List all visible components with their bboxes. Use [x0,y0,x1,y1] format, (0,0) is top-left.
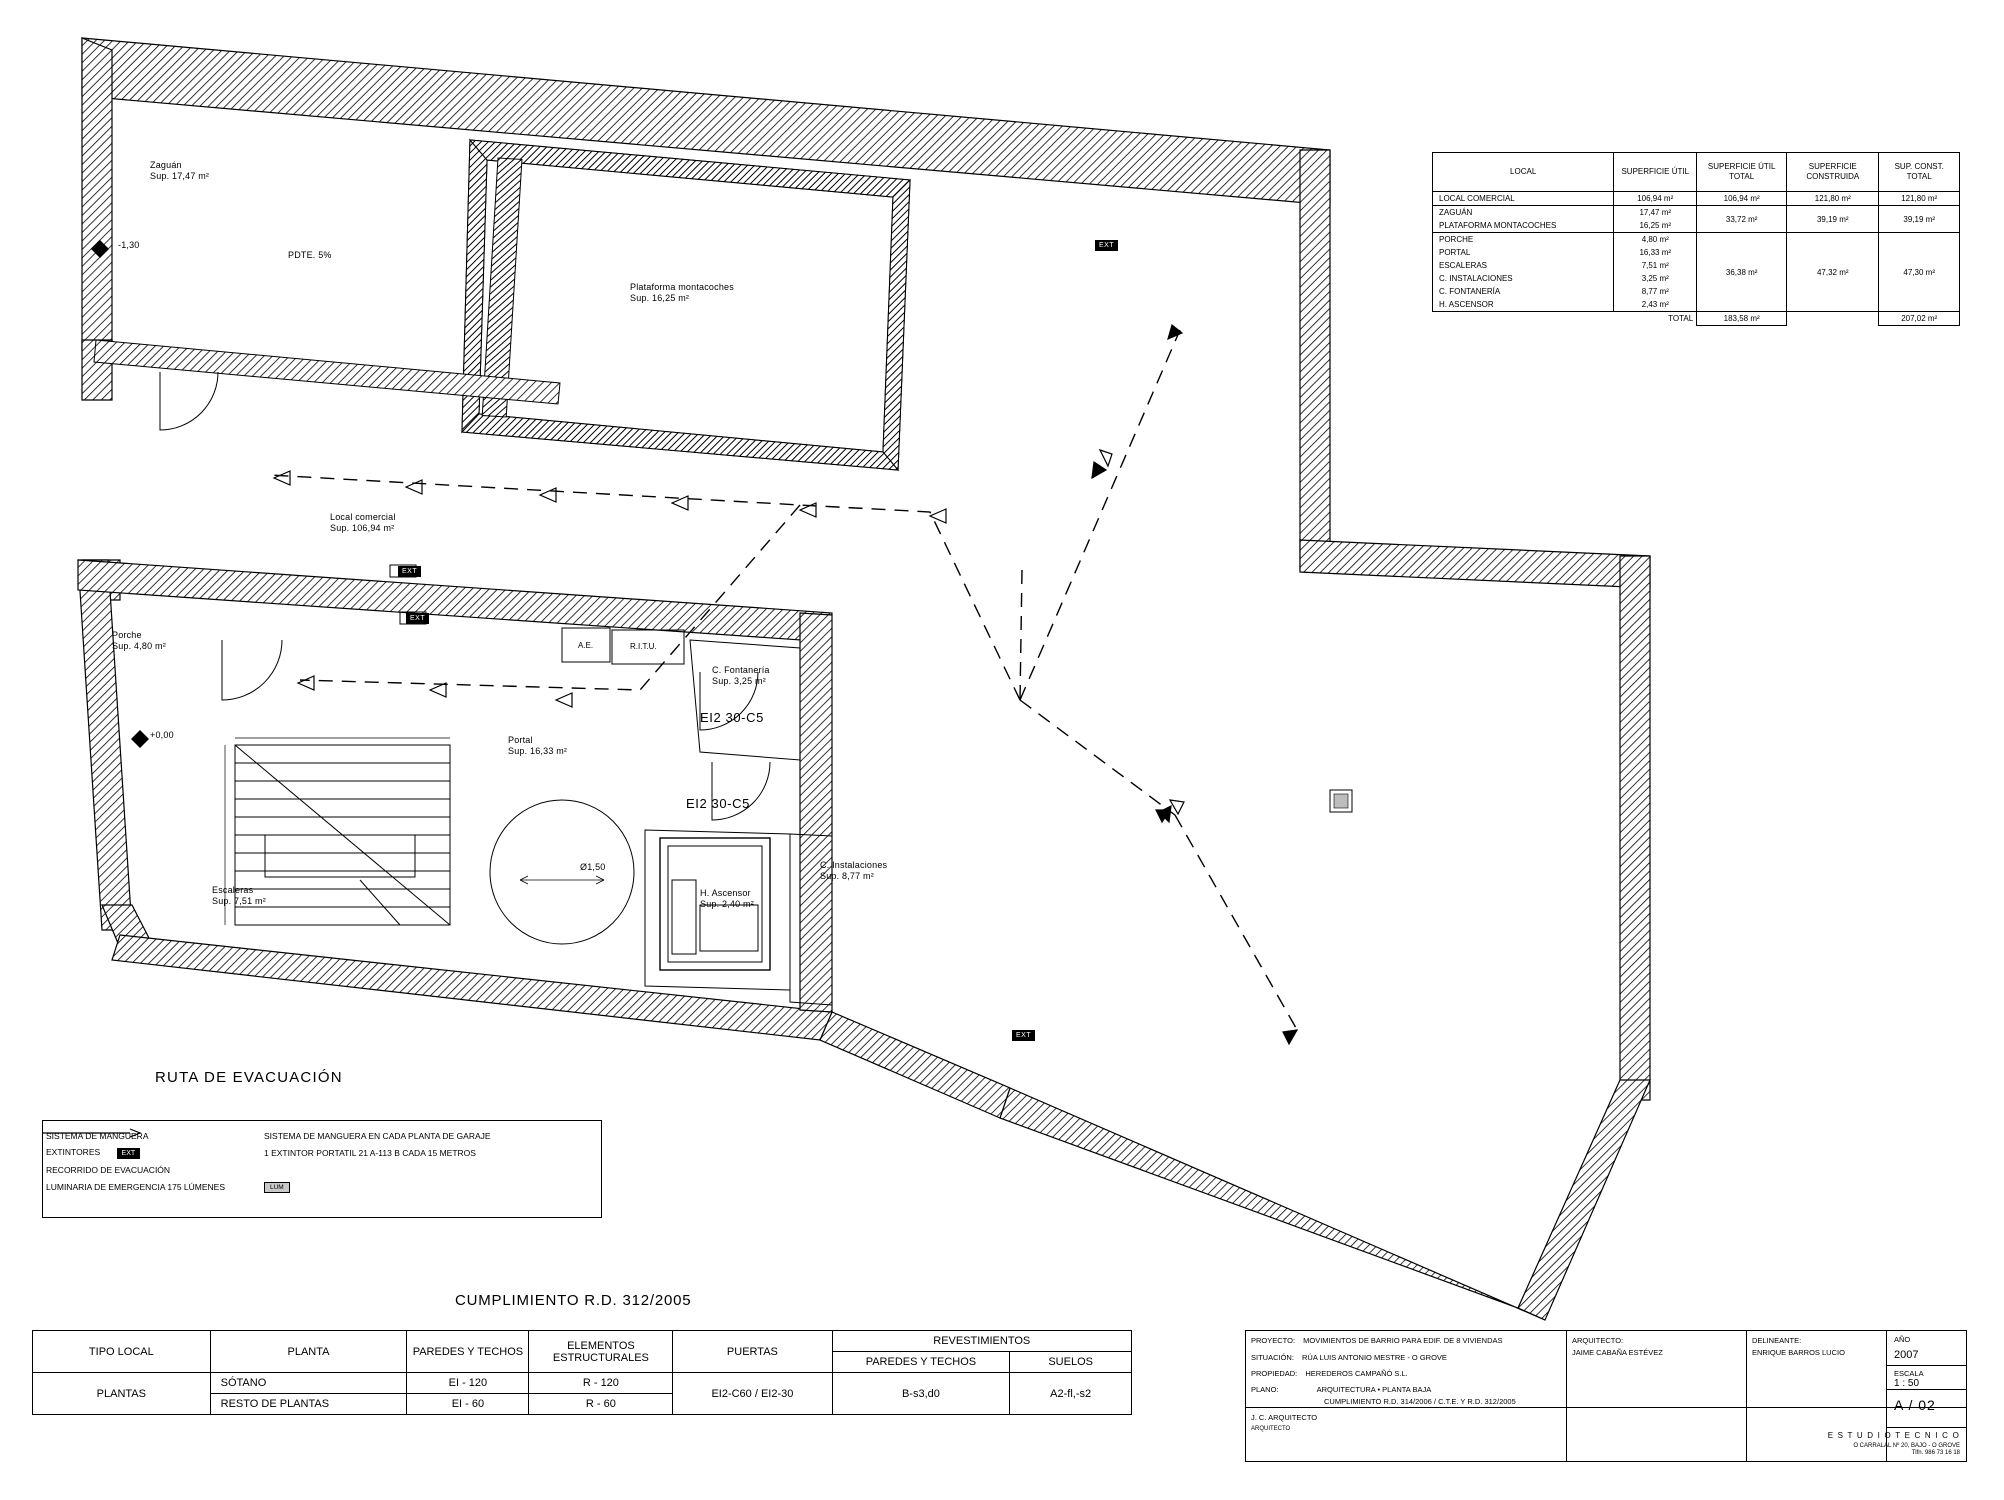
col-rev-paredes-techos: PAREDES Y TECHOS [832,1352,1010,1373]
table-row: H. ASCENSOR 2,43 m² [1433,298,1960,312]
table-row: PLANTAS SÓTANO EI - 120 R - 120 EI2-C60 / EI2-30 B-s3,d0 A2-fl,-s2 [33,1373,1132,1394]
annotation-pendiente: PDTE. 5% [288,250,332,260]
room-name: C. Instalaciones [820,860,888,870]
room-label-ascensor [700,888,754,910]
situacion-value: RÚA LUIS ANTONIO MESTRE - O GROVE [1302,1353,1447,1362]
legend-table [42,1128,597,1196]
room-label-local-comercial [330,512,396,534]
extinguisher-symbol: EXT [117,1148,141,1159]
annotation-diameter: Ø1,50 [580,862,606,872]
arq-foot-2: ARQUITECTO [1251,1426,1291,1432]
room-label-porche [112,630,166,652]
escala-value: 1 : 50 [1894,1378,1920,1389]
room-area: Sup. 8,77 m² [820,871,874,881]
col-superficie-construida: SUPERFICIE CONSTRUIDA [1787,153,1879,192]
annotation-level-zero: +0,00 [150,730,174,740]
legend-value-manguera: SISTEMA DE MANGUERA EN CADA PLANTA DE GARAJE [264,1131,491,1141]
delineante-label: DELINEANTE: [1752,1336,1802,1345]
room-label-escaleras [212,885,266,907]
firm-addr: O CARRALAL Nº 20, BAJO - O GROVE [1853,1443,1960,1449]
room-area: Sup. 16,25 m² [630,293,690,303]
col-elementos: ELEMENTOS ESTRUCTURALES [529,1331,673,1373]
table-row: C. FONTANERÍA 8,77 m² [1433,285,1960,298]
arquitecto-label: ARQUITECTO: [1572,1336,1624,1345]
room-name: H. Ascensor [700,888,751,898]
room-area: Sup. 16,33 m² [508,746,568,756]
legend-label-recorrido: RECORRIDO DE EVACUACIÓN [46,1165,171,1175]
proyecto-label: PROYECTO: [1251,1336,1296,1345]
col-paredes-techos: PAREDES Y TECHOS [407,1331,529,1373]
col-sup-const-total: SUP. CONST. TOTAL [1879,153,1960,192]
table-row: C. INSTALACIONES 3,25 m² [1433,272,1960,285]
annotation-ritu: R.I.T.U. [630,642,657,651]
room-name: Escaleras [212,885,254,895]
room-area: Sup. 106,94 m² [330,523,395,533]
route-arrow-icon [42,1128,142,1138]
legend-value-extintores: 1 EXTINTOR PORTATIL 21 A-113 B CADA 15 METROS [264,1148,476,1158]
room-area: Sup. 7,51 m² [212,896,266,906]
legend-label-extintores: EXTINTORES [46,1147,101,1157]
extinguisher-symbol: EXT [1095,240,1118,251]
col-superficie-util: SUPERFICIE ÚTIL [1614,153,1697,192]
table-row: ZAGUÁN 17,47 m² 33,72 m² 39,19 m² 39,19 m² [1433,206,1960,220]
room-name: Plataforma montacoches [630,282,734,292]
escala-label: ESCALA [1894,1369,1924,1378]
annotation-level-minus130: -1,30 [118,240,140,250]
legend-row [42,1162,597,1178]
room-label-plataforma [630,282,734,304]
plano-label: PLANO: [1251,1385,1279,1394]
plano-value-2: CUMPLIMIENTO R.D. 314/2006 / C.T.E. Y R.D. 312/2005 [1324,1397,1516,1406]
table-row: PORTAL 16,33 m² [1433,246,1960,259]
col-rev-suelos: SUELOS [1010,1352,1132,1373]
table-row: ESCALERAS 7,51 m² [1433,259,1960,272]
proyecto-value: MOVIMIENTOS DE BARRIO PARA EDIF. DE 8 VIVIENDAS [1303,1336,1503,1345]
room-name: Local comercial [330,512,396,522]
legend-row [42,1178,597,1196]
room-name: Zaguán [150,160,182,170]
arq-foot: J. C. ARQUITECTO [1251,1413,1318,1422]
room-label-fontaneria [712,665,770,687]
col-puertas: PUERTAS [673,1331,832,1373]
room-area: Sup. 4,80 m² [112,641,166,651]
room-label-zaguan [150,160,209,182]
delineante-value: ENRIQUE BARROS LUCIO [1752,1348,1845,1357]
table-row: LOCAL COMERCIAL 106,94 m² 106,94 m² 121,80 m² 121,80 m² [1433,192,1960,206]
room-area: Sup. 17,47 m² [150,171,210,181]
surface-table [1432,152,1960,326]
table-row: PLATAFORMA MONTACOCHES 16,25 m² [1433,219,1960,233]
fecha-value: 2007 [1894,1349,1919,1361]
total-constr: 207,02 m² [1879,312,1960,326]
annotation-ae: A.E. [578,641,594,650]
firm-phone: Tlfn. 986 73 16 18 [1911,1450,1960,1456]
title-block [1245,1330,1967,1462]
extinguisher-symbol: EXT [406,613,429,624]
extinguisher-symbol: EXT [398,566,421,577]
room-name: Portal [508,735,533,745]
firm-name: E S T U D I O T E C N I C O [1827,1431,1960,1440]
table-header-row [1433,153,1960,192]
hoja-value: A / 02 [1894,1397,1936,1413]
evacuation-title: RUTA DE EVACUACIÓN [155,1069,343,1086]
annotation-door-ei2-30-c5-b: EI2 30-C5 [686,796,750,811]
room-label-instalaciones [820,860,887,882]
table-row: RESTO DE PLANTAS EI - 60 R - 60 [33,1394,1132,1415]
total-util: 183,58 m² [1697,312,1787,326]
legend-label-luminaria: LUMINARIA DE EMERGENCIA 175 LÚMENES [46,1182,226,1192]
plano-value: ARQUITECTURA • PLANTA BAJA [1316,1385,1432,1394]
legend-row [42,1144,597,1162]
propiedad-value: HEREDEROS CAMPAÑÓ S.L. [1305,1369,1408,1378]
col-tipo-local: TIPO LOCAL [33,1331,211,1373]
room-name: C. Fontanería [712,665,770,675]
room-area: Sup. 2,40 m² [700,899,754,909]
col-superficie-util-total: SUPERFICIE ÚTIL TOTAL [1697,153,1787,192]
fecha-label: AÑO [1894,1335,1911,1344]
legend-label-manguera: SISTEMA DE MANGUERA [46,1131,149,1141]
table-row: PORCHE 4,80 m² 36,38 m² 47,32 m² 47,30 m² [1433,233,1960,247]
situacion-label: SITUACIÓN: [1251,1353,1294,1362]
cumplimiento-title: CUMPLIMIENTO R.D. 312/2005 [455,1292,692,1309]
col-revestimientos: REVESTIMIENTOS [832,1331,1132,1352]
room-name: Porche [112,630,142,640]
cumplimiento-table [32,1330,1132,1415]
arquitecto-value: JAIME CABAÑA ESTÉVEZ [1572,1348,1663,1357]
extinguisher-symbol: EXT [1012,1030,1035,1041]
table-header-row [33,1331,1132,1352]
annotation-door-ei2-30-c5-a: EI2 30-C5 [700,710,764,725]
total-label: TOTAL [1668,314,1694,324]
table-total-row [1433,312,1960,326]
emergency-light-symbol: LUM [264,1182,290,1193]
room-label-portal [508,735,567,757]
col-local: LOCAL [1433,153,1614,192]
propiedad-label: PROPIEDAD: [1251,1369,1298,1378]
col-planta: PLANTA [210,1331,407,1373]
room-area: Sup. 3,25 m² [712,676,766,686]
